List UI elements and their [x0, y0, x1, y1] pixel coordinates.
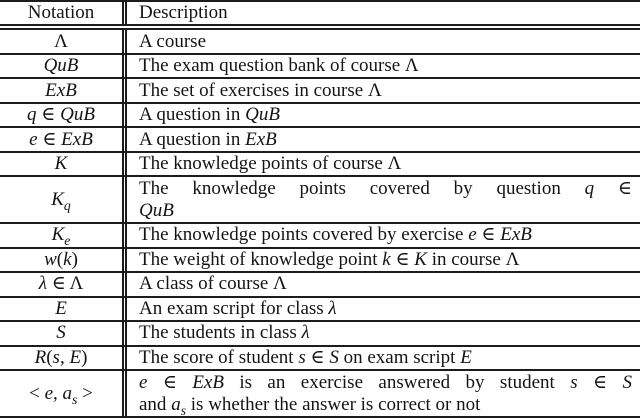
table-header-row: [0, 2, 640, 30]
description-line: [139, 372, 632, 394]
plain-text: (: [56, 248, 64, 270]
plain-text: A course: [139, 30, 207, 52]
description-cell: [127, 79, 640, 101]
plain-text: ,: [59, 346, 70, 368]
plain-text: ∈: [476, 224, 501, 246]
math-text: e: [64, 233, 71, 249]
math-text: K: [51, 188, 64, 210]
table-row: [0, 55, 640, 79]
notation-cell: [0, 273, 127, 295]
math-text: K: [54, 153, 68, 175]
table-row: [0, 153, 640, 177]
plain-text: (: [46, 346, 53, 368]
description-line: [139, 178, 632, 200]
notation-cell: [0, 322, 127, 344]
math-text: E: [55, 297, 67, 319]
plain-text: The set of exercises in course Λ: [139, 79, 382, 101]
plain-text: <: [29, 382, 45, 404]
math-text: ExB: [61, 128, 93, 150]
math-text: w: [44, 248, 57, 270]
notation-value: [56, 322, 66, 344]
description-cell: [127, 371, 640, 416]
notation-value: [35, 347, 88, 369]
description-line: [139, 394, 632, 416]
table-row: [0, 371, 640, 416]
plain-text: The knowledge points covered by question: [139, 177, 585, 199]
math-text: a: [62, 382, 73, 404]
plain-text: ): [81, 346, 88, 368]
math-text: s: [180, 402, 187, 418]
description-line: [139, 273, 632, 295]
description-cell: [127, 322, 640, 344]
plain-text: Λ: [54, 30, 68, 52]
plain-text: is whether the answer is correct or not: [186, 393, 481, 415]
notation-cell: [0, 371, 127, 416]
plain-text: The weight of knowledge point: [139, 248, 383, 270]
plain-text: ∈: [577, 371, 623, 393]
math-text: S: [622, 371, 632, 393]
math-text: ExB: [245, 128, 277, 150]
plain-text: The score of student: [139, 346, 299, 368]
plain-text: and: [139, 393, 172, 415]
notation-value: [39, 273, 84, 295]
table-row: [0, 79, 640, 103]
math-text: q: [27, 104, 37, 126]
notation-header-label: Notation: [27, 2, 95, 24]
plain-text: A question in: [139, 104, 246, 126]
plain-text: >: [77, 382, 93, 404]
description-line: [139, 153, 632, 175]
plain-text: ∈: [147, 371, 193, 393]
description-cell: [127, 104, 640, 126]
description-cell: [127, 273, 640, 295]
notation-cell: [0, 128, 127, 150]
math-text: k: [63, 248, 72, 270]
math-text: QuB: [245, 104, 280, 126]
math-text: e: [468, 224, 477, 246]
description-line: [139, 55, 632, 77]
table-row: [0, 177, 640, 224]
description-header-cell: [127, 2, 640, 24]
table-row: [0, 347, 640, 371]
math-text: S: [329, 346, 339, 368]
table-row: [0, 298, 640, 322]
plain-text: The knowledge points covered by exercise: [139, 224, 469, 246]
math-text: λ: [328, 297, 337, 319]
math-text: QuB: [139, 199, 174, 221]
math-text: R: [34, 346, 47, 368]
plain-text: ∈: [37, 128, 62, 150]
math-text: K: [414, 248, 427, 270]
notation-value: [51, 224, 71, 249]
math-text: s: [72, 391, 78, 407]
math-text: q: [63, 197, 71, 213]
math-text: λ: [301, 322, 310, 344]
table-row: [0, 30, 640, 54]
plain-text: The exam question bank of course Λ: [139, 55, 419, 77]
table-row: [0, 273, 640, 297]
description-cell: [127, 177, 640, 222]
plain-text: on exam script: [338, 346, 461, 368]
description-line: [139, 200, 632, 222]
math-text: s: [52, 346, 60, 368]
description-cell: [127, 347, 640, 369]
description-line: [139, 129, 632, 151]
plain-text: ∈: [594, 177, 632, 199]
math-text: K: [51, 224, 65, 246]
notation-cell: [0, 30, 127, 52]
notation-cell: [0, 79, 127, 101]
math-text: E: [460, 346, 472, 368]
notation-cell: [0, 104, 127, 126]
notation-value: [44, 55, 79, 77]
description-cell: [127, 249, 640, 271]
description-line: [139, 249, 632, 271]
notation-value: [29, 383, 93, 405]
notation-value: [51, 189, 71, 211]
table-row: [0, 104, 640, 128]
notation-cell: [0, 177, 127, 222]
math-text: a: [171, 393, 181, 415]
plain-text: ∈: [390, 248, 415, 270]
description-header-label: Description: [139, 2, 228, 24]
math-text: s: [298, 346, 306, 368]
description-line: [139, 298, 632, 320]
description-cell: [127, 128, 640, 150]
plain-text: ∈: [305, 346, 330, 368]
plain-text: The knowledge points of course Λ: [139, 153, 402, 175]
table-row: [0, 128, 640, 152]
notation-cell: [0, 55, 127, 77]
math-text: ExB: [500, 224, 532, 246]
math-text: ExB: [192, 371, 224, 393]
description-line: [139, 31, 632, 53]
plain-text: The students in class: [139, 322, 302, 344]
table-row: [0, 322, 640, 346]
table-row: [0, 249, 640, 273]
description-cell: [127, 30, 640, 52]
description-line: [139, 322, 632, 344]
description-line: [139, 80, 632, 102]
notation-value: [44, 249, 78, 271]
plain-text: ): [71, 248, 78, 270]
notation-cell: [0, 224, 127, 249]
math-text: k: [382, 248, 391, 270]
notation-cell: [0, 298, 127, 320]
description-line: [139, 104, 632, 126]
description-line: [139, 347, 632, 369]
plain-text: An exam script for class: [139, 297, 329, 319]
math-text: ExB: [45, 79, 77, 101]
notation-value: [55, 298, 67, 320]
table-row: [0, 224, 640, 248]
notation-value: [54, 31, 68, 53]
description-cell: [127, 224, 640, 246]
notation-value: [27, 104, 95, 126]
math-text: λ: [38, 273, 47, 295]
plain-text: ∈: [36, 104, 61, 126]
math-text: e: [139, 371, 148, 393]
description-line: [139, 224, 632, 246]
notation-cell: [0, 347, 127, 369]
math-text: s: [570, 371, 578, 393]
math-text: q: [584, 177, 595, 199]
notation-value: [45, 80, 77, 102]
math-text: e: [29, 128, 38, 150]
math-text: E: [69, 346, 82, 368]
notation-value: [55, 153, 68, 175]
notation-header-cell: [0, 2, 127, 24]
description-cell: [127, 153, 640, 175]
notation-cell: [0, 153, 127, 175]
math-text: S: [56, 322, 66, 344]
plain-text: ,: [53, 382, 63, 404]
plain-text: in course Λ: [426, 248, 520, 270]
plain-text: A class of course Λ: [139, 273, 287, 295]
plain-text: A question in: [139, 128, 246, 150]
math-text: QuB: [60, 104, 95, 126]
description-cell: [127, 298, 640, 320]
notation-cell: [0, 249, 127, 271]
plain-text: is an exercise answered by student: [223, 371, 571, 393]
math-text: e: [44, 382, 54, 404]
notation-value: [29, 129, 93, 151]
description-cell: [127, 55, 640, 77]
plain-text: ∈ Λ: [46, 273, 84, 295]
math-text: QuB: [43, 55, 79, 77]
